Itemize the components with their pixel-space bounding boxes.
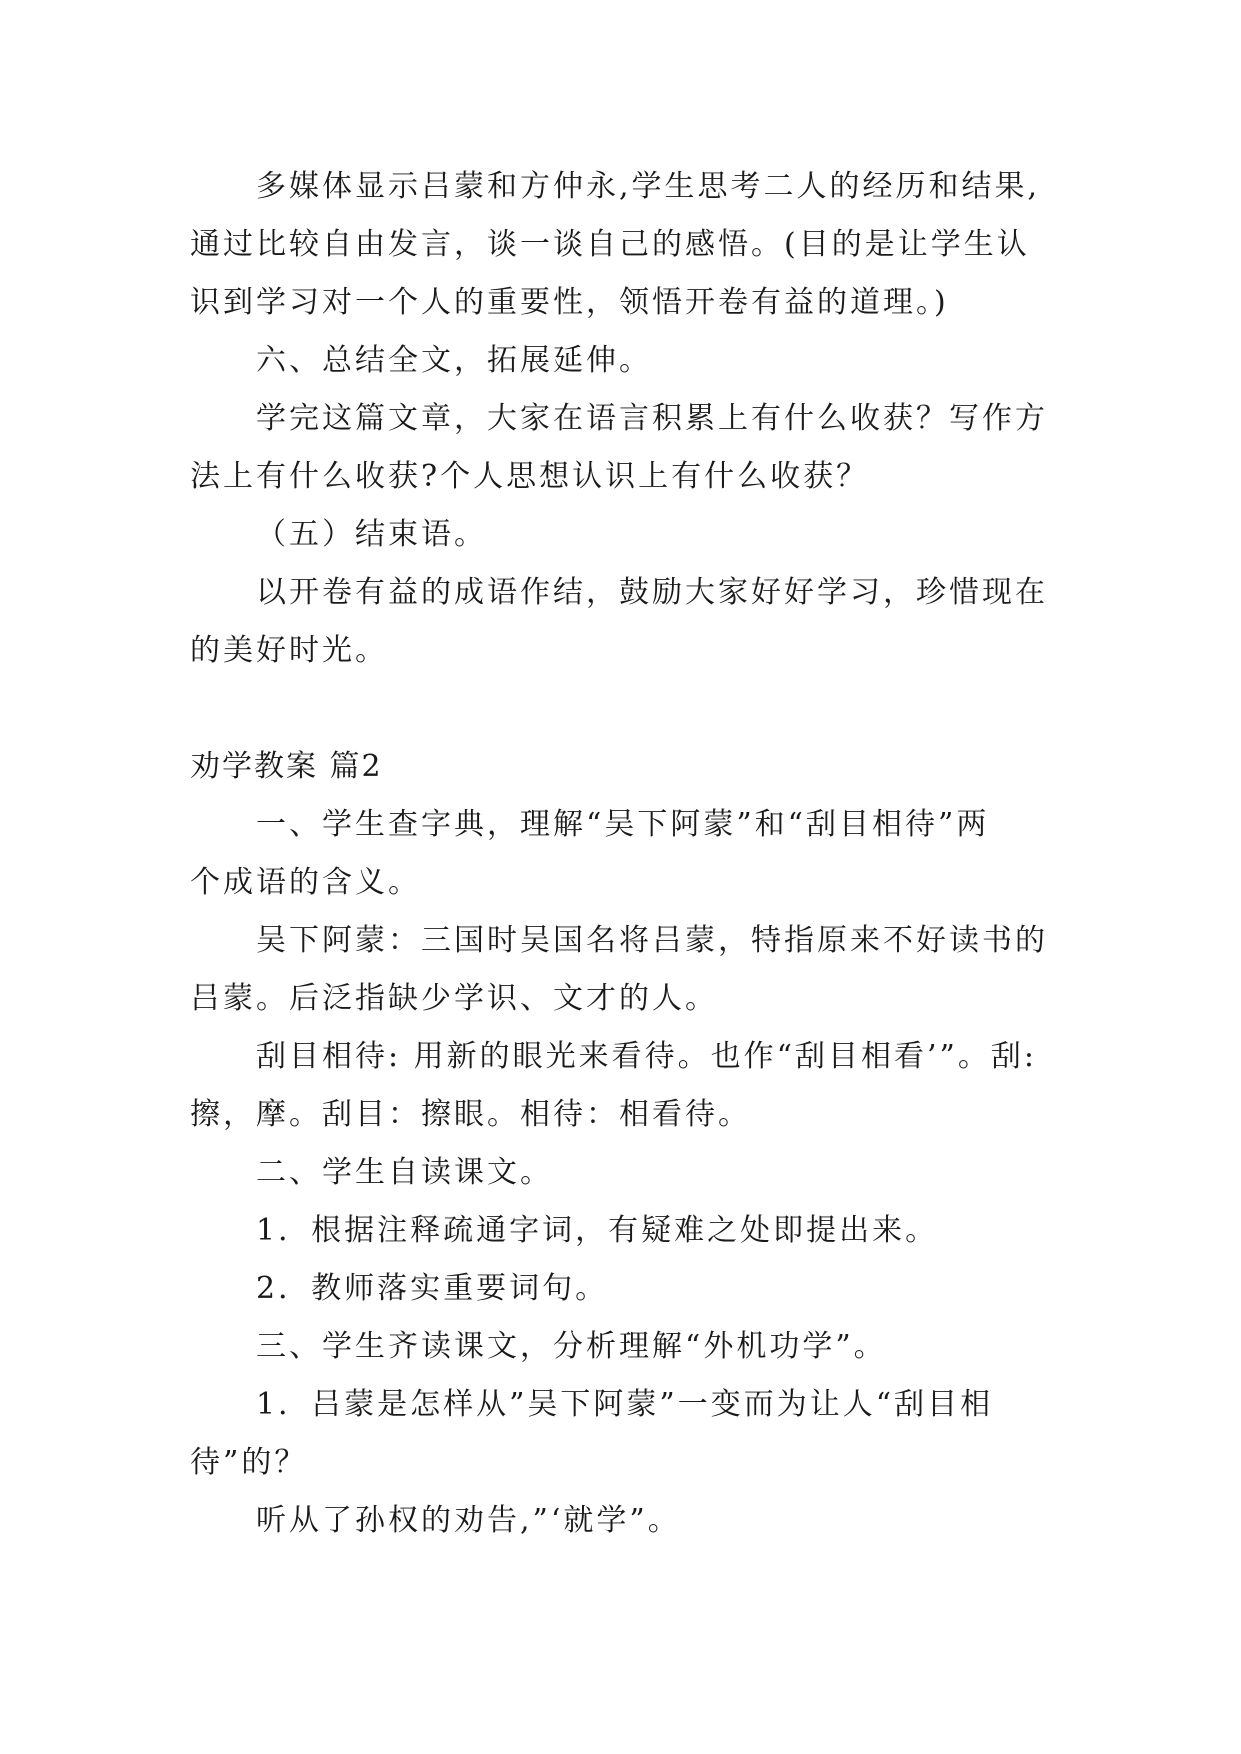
text-line: 吴下阿蒙：三国时吴国名将吕蒙，特指原来不好读书的 (256, 923, 1048, 958)
text-line: 吕蒙。后泛指缺少学识、文才的人。 (190, 981, 718, 1016)
paragraph-self-reading (190, 1144, 1070, 1202)
paragraph-closing-remarks (190, 564, 1070, 680)
text-line: 1．吕蒙是怎样从”吴下阿蒙”一变而为让人“刮目相 (256, 1387, 994, 1422)
text-line: 通过比较自由发言，谈一谈自己的感悟。(目的是让学生认 (190, 227, 1030, 262)
paragraph-closing-heading (190, 506, 1070, 564)
text-line: 个成语的含义。 (190, 865, 421, 900)
section-gap (190, 680, 1070, 738)
text-line: 法上有什么收获?个人思想认识上有什么收获？ (190, 459, 870, 494)
document-body (190, 158, 1070, 1550)
text-line: 听从了孙权的劝告,”‘就学”。 (256, 1503, 681, 1538)
text-line: 待”的？ (190, 1445, 308, 1480)
paragraph-group-reading (190, 1318, 1070, 1376)
paragraph-dictionary-task (190, 796, 1070, 912)
section-heading: 劝学教案 篇2 (190, 749, 383, 784)
text-line: 一、学生查字典，理解“吴下阿蒙”和“刮目相待”两 (256, 807, 990, 842)
text-line: 多媒体显示吕蒙和方仲永,学生思考二人的经历和结果, (256, 169, 1041, 204)
text-line: 以开卷有益的成语作结，鼓励大家好好学习，珍惜现在 (256, 575, 1048, 610)
text-line: 擦，摩。刮目：擦眼。相待：相看待。 (190, 1097, 751, 1132)
paragraph-step-2 (190, 1260, 1070, 1318)
paragraph-gains-questions (190, 390, 1070, 506)
text-line: 的美好时光。 (190, 633, 388, 668)
paragraph-question-1 (190, 1376, 1070, 1492)
paragraph-idiom-guamu-xiangdai (190, 1028, 1070, 1144)
text-line: 刮目相待: 用新的眼光来看待。也作“刮目相看’”。刮: (256, 1039, 1037, 1074)
text-line: 学完这篇文章，大家在语言积累上有什么收获？写作方 (256, 401, 1048, 436)
text-line: （五）结束语。 (256, 517, 487, 552)
text-line: 2．教师落实重要词句。 (256, 1271, 609, 1306)
text-line: 1．根据注释疏通字词，有疑难之处即提出来。 (256, 1213, 939, 1248)
text-line: 二、学生自读课文。 (256, 1155, 553, 1190)
text-line: 三、学生齐读课文，分析理解“外机功学”。 (256, 1329, 887, 1364)
paragraph-idiom-wuxia-ameng (190, 912, 1070, 1028)
paragraph-answer-1 (190, 1492, 1070, 1550)
paragraph-step-1 (190, 1202, 1070, 1260)
text-line: 识到学习对一个人的重要性，领悟开卷有益的道理。) (190, 285, 949, 320)
paragraph-multimedia-comparison (190, 158, 1070, 332)
text-line: 六、总结全文，拓展延伸。 (256, 343, 652, 378)
paragraph-summary-heading (190, 332, 1070, 390)
